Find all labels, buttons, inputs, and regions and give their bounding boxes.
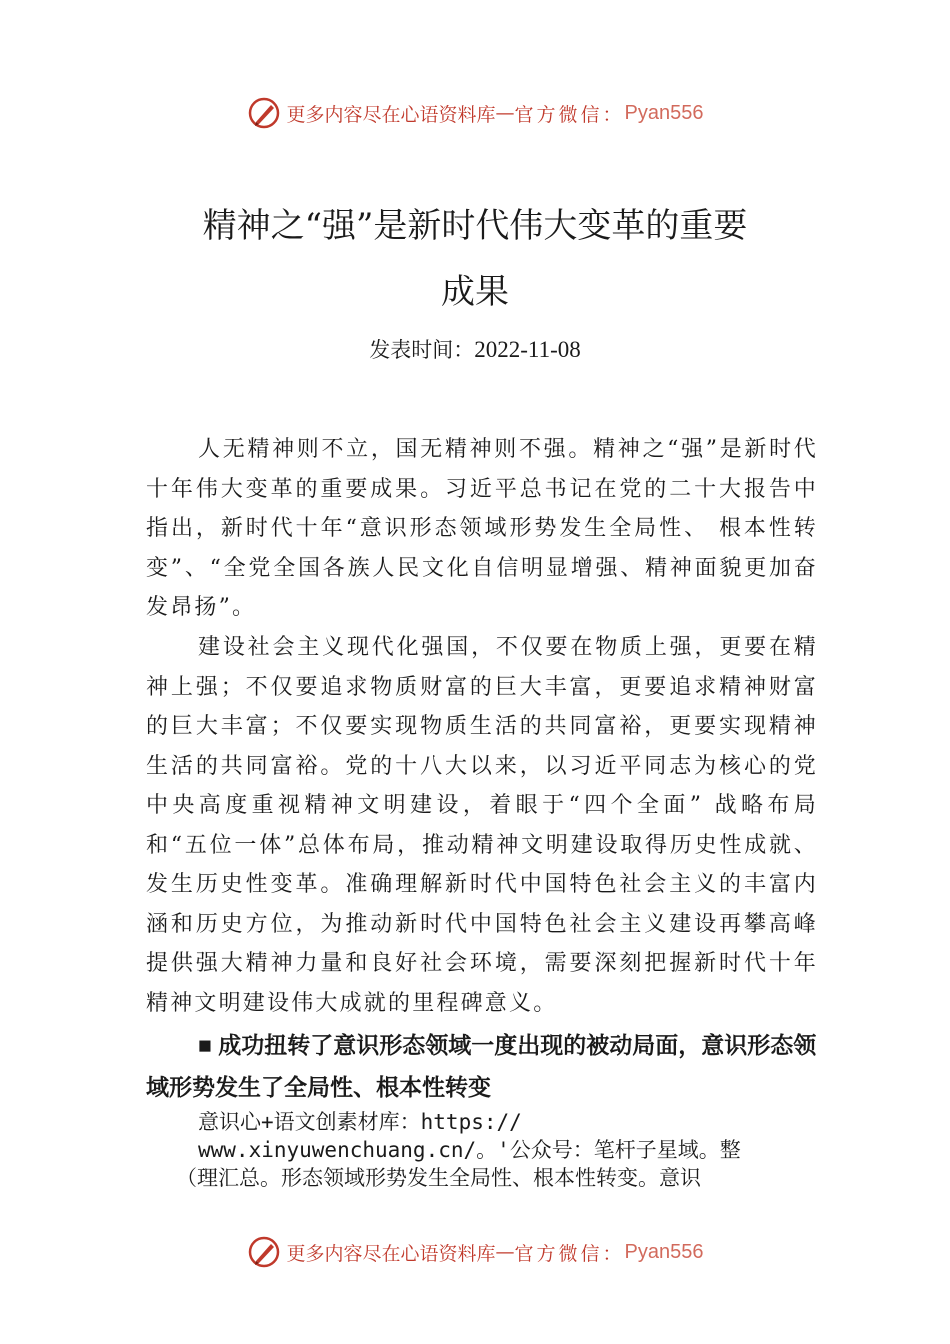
section-heading: ■ 成功扭转了意识形态领域一度出现的被动局面，意识形态领域形势发生了全局性、根本性转变 xyxy=(146,1032,817,1100)
watermark-separator: — xyxy=(495,1241,515,1263)
footer-watermark xyxy=(0,1235,950,1269)
header-watermark xyxy=(0,96,950,130)
date-value: 2022-11-08 xyxy=(474,337,581,362)
article-title-line2: 成果 xyxy=(441,272,509,312)
pen-logo-icon xyxy=(247,1235,281,1269)
paragraph-2: 建设社会主义现代化强国，不仅要在物质上强，更要在精神上强；不仅要追求物质财富的巨大丰富，更要追求精神财富的巨大丰富；不仅要实现物质生活的共同富裕，更要实现精神生活的共同富裕。党的十八大以来，以习近平同志为核心的党中央高度重视精神文明建设，着眼于“四个全面” 战略布局和“五位一体”总体布局，推动精神文明建设取得历史性成就、发生历史性变革。准确理解新时代中国特色社会主义的丰富内涵和历史方位，为推动新时代中国特色社会主义建设再攀高峰提供强大精神力量和良好社会环境，需要深刻把握新时代十年精神文明建设伟大成就的里程碑意义。 xyxy=(146,635,818,1016)
watermark-wechat-label: 官方微信： xyxy=(514,103,625,126)
watermark-text: 更多内容尽在心语资料库 xyxy=(286,103,496,126)
watermark-wechat-id: Pyan556 xyxy=(624,101,704,124)
paragraph-1: 人无精神则不立，国无精神则不强。精神之“强”是新时代十年伟大变革的重要成果。习近平总书记在党的二十大报告中指出，新时代十年“意识形态领域形势发生全局性、 根本性转变”、“全党全国各族人民文化自信明显增强、精神面貌更加奋发昂扬”。 xyxy=(146,437,818,620)
paragraph-3-line3: （理汇总。形态领域形势发生全局性、根本性转变。意识 xyxy=(176,1166,701,1190)
pen-logo-icon xyxy=(247,96,281,130)
article-title-line1: 精神之“强”是新时代伟大变革的重要 xyxy=(202,206,748,246)
watermark-text: 更多内容尽在心语资料库 xyxy=(286,1242,496,1265)
paragraph-3-line2: www.xinyuwenchuang.cn/。'公众号：笔杆子星域。整 xyxy=(198,1138,741,1162)
watermark-separator: — xyxy=(495,102,515,124)
publish-date xyxy=(0,334,950,364)
date-label: 发表时间： xyxy=(369,338,475,362)
watermark-wechat-label: 官方微信： xyxy=(514,1242,625,1265)
paragraph-3-line1: 意识心+语文创素材库：https:// xyxy=(198,1110,522,1134)
watermark-wechat-id: Pyan556 xyxy=(624,1240,704,1263)
paragraph-3 xyxy=(176,1108,838,1192)
